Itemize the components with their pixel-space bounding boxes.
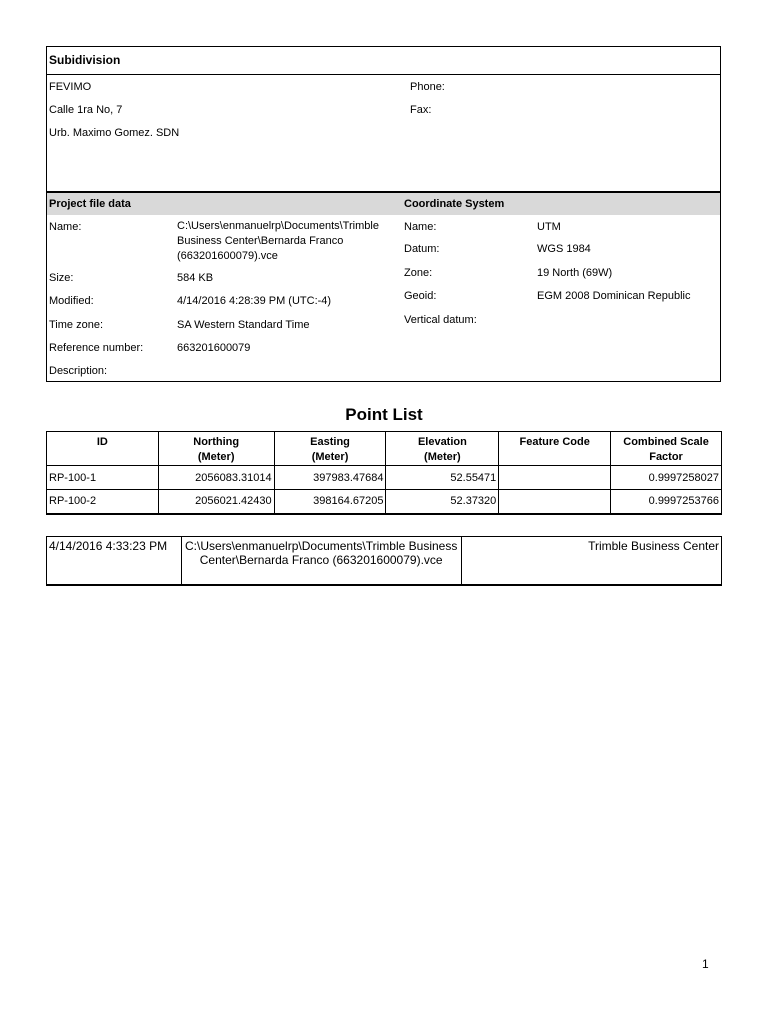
cell-scale-factor: 0.9997253766	[611, 490, 722, 514]
address-line-1: Calle 1ra No, 7	[49, 104, 123, 116]
project-name-label: Name:	[49, 221, 82, 233]
reference-number-label: Reference number:	[49, 342, 144, 354]
point-list-table	[46, 431, 722, 515]
footer-file-path: C:\Users\enmanuelrp\Documents\Trimble Business Center\Bernarda Franco (663201600079).vce	[181, 537, 461, 585]
subdivision-panel	[46, 46, 721, 382]
cell-feature-code	[499, 490, 611, 514]
modified-label: Modified:	[49, 295, 94, 307]
cell-elevation: 52.37320	[386, 490, 499, 514]
cell-id: RP-100-1	[47, 466, 159, 490]
modified-value: 4/14/2016 4:28:39 PM (UTC:-4)	[177, 295, 332, 307]
vertical-datum-label: Vertical datum:	[404, 314, 477, 326]
footer-timestamp: 4/14/2016 4:33:23 PM	[47, 537, 182, 585]
header-combined-scale-factor: Combined Scale Factor	[611, 432, 722, 466]
cell-northing: 2056083.31014	[158, 466, 274, 490]
coord-name-label: Name:	[404, 221, 437, 233]
reference-number-value: 663201600079	[177, 342, 251, 354]
phone-label: Phone:	[410, 81, 445, 93]
datum-value: WGS 1984	[537, 243, 591, 255]
header-elevation: Elevation (Meter)	[386, 432, 499, 466]
section-header-bar	[47, 191, 720, 215]
project-name-value: C:\Users\enmanuelrp\Documents\Trimble Business Center\Bernarda Franco (663201600079).vce	[177, 220, 379, 262]
page-number: 1	[702, 957, 709, 971]
coordinate-system-title: Coordinate System	[404, 198, 505, 210]
geoid-label: Geoid:	[404, 290, 437, 302]
zone-label: Zone:	[404, 267, 433, 279]
cell-easting: 397983.47684	[274, 466, 386, 490]
header-feature-code: Feature Code	[499, 432, 611, 466]
cell-feature-code	[499, 466, 611, 490]
size-label: Size:	[49, 272, 74, 284]
zone-value: 19 North (69W)	[537, 267, 613, 279]
cell-northing: 2056021.42430	[158, 490, 274, 514]
cell-scale-factor: 0.9997258027	[611, 466, 722, 490]
table-header-row	[47, 432, 722, 466]
header-id: ID	[47, 432, 159, 466]
coord-name-value: UTM	[537, 221, 561, 233]
company-name: FEVIMO	[49, 81, 92, 93]
report-footer	[46, 536, 722, 586]
description-label: Description:	[49, 365, 108, 377]
timezone-value: SA Western Standard Time	[177, 319, 310, 331]
datum-label: Datum:	[404, 243, 440, 255]
subdivision-title: Subidivision	[49, 53, 121, 67]
address-line-2: Urb. Maximo Gomez. SDN	[49, 127, 180, 139]
cell-easting: 398164.67205	[274, 490, 386, 514]
footer-app-name: Trimble Business Center	[461, 537, 721, 585]
table-row	[47, 466, 722, 490]
point-list-title: Point List	[345, 405, 423, 424]
header-easting: Easting (Meter)	[274, 432, 386, 466]
cell-id: RP-100-2	[47, 490, 159, 514]
fax-label: Fax:	[410, 104, 432, 116]
table-row	[47, 490, 722, 514]
header-northing: Northing (Meter)	[158, 432, 274, 466]
subdivision-header	[47, 47, 720, 75]
timezone-label: Time zone:	[49, 319, 104, 331]
geoid-value: EGM 2008 Dominican Republic	[537, 290, 691, 302]
cell-elevation: 52.55471	[386, 466, 499, 490]
size-value: 584 KB	[177, 272, 214, 284]
project-file-data-title: Project file data	[49, 198, 131, 210]
